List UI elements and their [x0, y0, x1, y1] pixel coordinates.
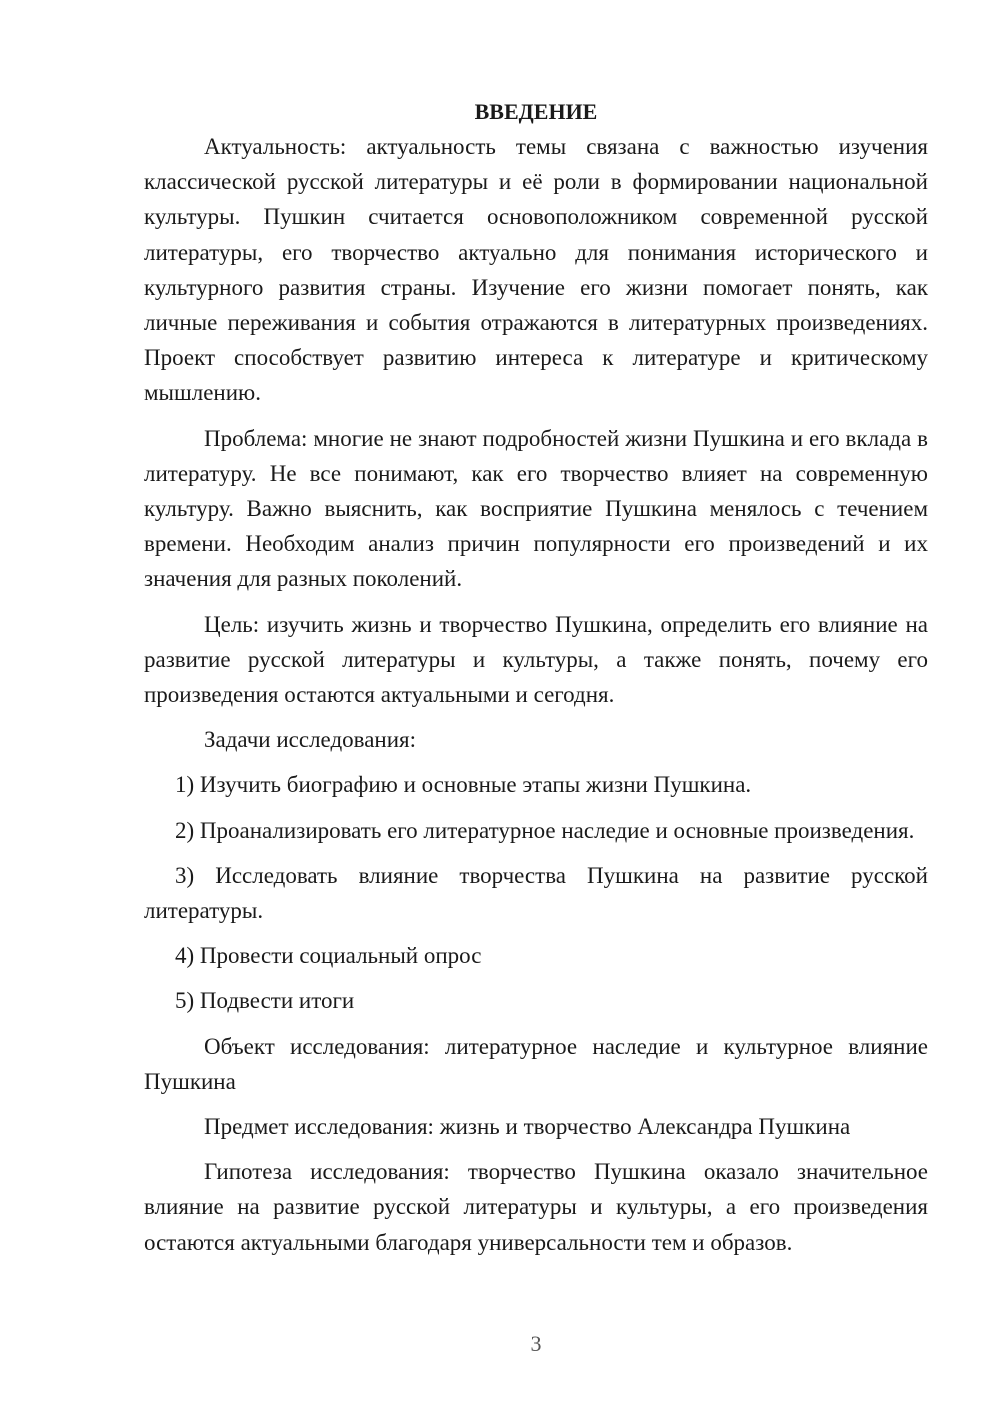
page-number: 3: [530, 1331, 542, 1356]
task-item-4: 4) Провести социальный опрос: [175, 943, 482, 969]
object-paragraph: Объект исследования: литературное наследие и культурное влияние Пушкина: [144, 1033, 928, 1094]
document-body: [144, 94, 928, 1270]
goal-paragraph: Цель: изучить жизнь и творчество Пушкина, определить его влияние на развитие русской литературы и культуры, а также понять, почему его произведения остаются актуальными и сегодня.: [144, 611, 928, 708]
hypothesis-paragraph: Гипотеза исследования: творчество Пушкина оказало значительное влияние на развитие русской литературы и культуры, а его произведения остаются актуальными благодаря универсальности тем и образов.: [144, 1159, 928, 1255]
tasks-heading: Задачи исследования:: [204, 727, 417, 753]
task-item-1: 1) Изучить биографию и основные этапы жизни Пушкина.: [175, 772, 752, 798]
subject-paragraph: Предмет исследования: жизнь и творчество Александра Пушкина: [204, 1114, 851, 1140]
task-item-5: 5) Подвести итоги: [175, 988, 355, 1014]
task-item-3: 3) Исследовать влияние творчества Пушкина на развитие русской литературы.: [144, 862, 928, 924]
task-item-2: 2) Проанализировать его литературное наследие и основные произведения.: [175, 817, 915, 843]
section-heading: ВВЕДЕНИЕ: [474, 99, 598, 124]
problem-paragraph: Проблема: многие не знают подробностей жизни Пушкина и его вклада в литературу. Не все понимают, как его творчество влияет на современную культуру. Важно выяснить, как восприятие Пушкина менялось с течением времени. Необходим анализ причин популярности его произведений и их значения для разных поколений.: [144, 425, 928, 592]
relevance-paragraph: Актуальность: актуальность темы связана с важностью изучения классической русской литературы и её роли в формировании национальной культуры. Пушкин считается основоположником современной русской литературы, его творчество актуально для понимания исторического и культурного развития страны. Изучение его жизни помогает понять, как личные переживания и события отражаются в литературных произведениях. Проект способствует развитию интереса к литературе и критическому мышлению.: [144, 134, 928, 406]
